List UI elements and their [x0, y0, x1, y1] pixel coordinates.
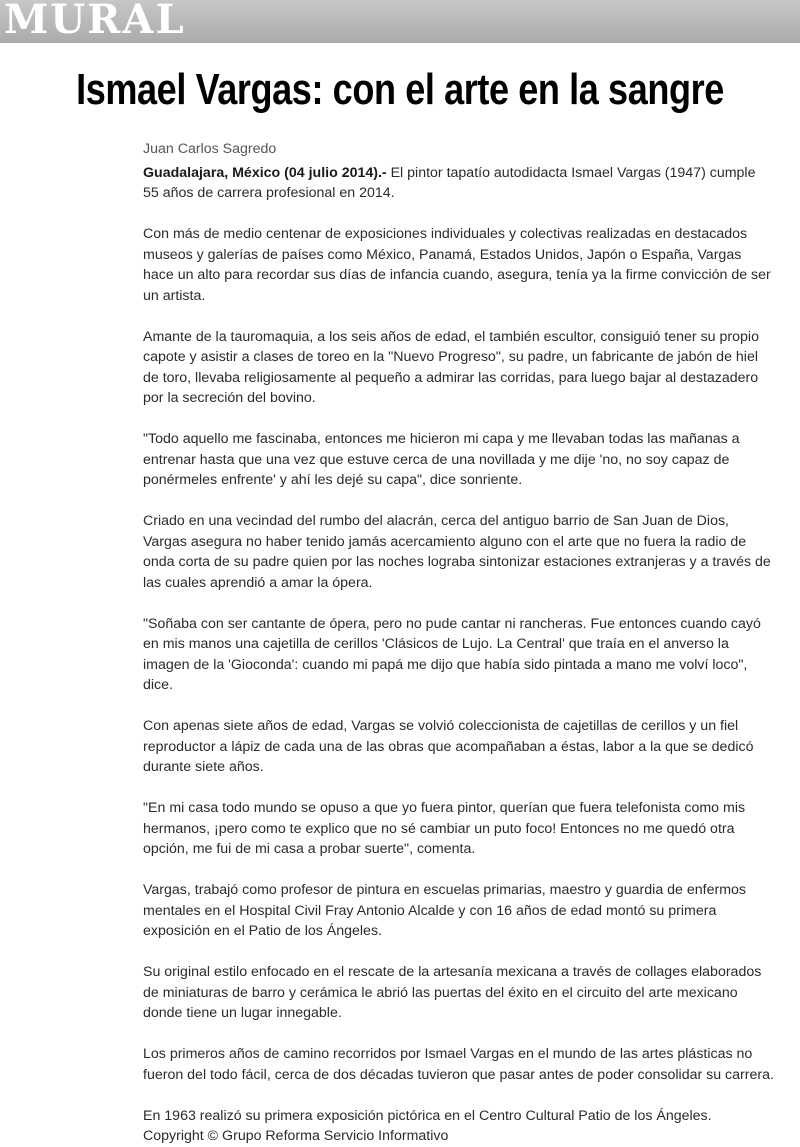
dateline: Guadalajara, México (04 julio 2014).-	[143, 164, 387, 181]
copyright-notice: Copyright © Grupo Reforma Servicio Informativo	[143, 1128, 449, 1144]
article-body	[143, 139, 775, 1147]
mural-logo: MURAL	[4, 0, 186, 43]
body-paragraph: Amante de la tauromaquia, a los seis años de edad, el también escultor, consiguió tener su propio capote y asistir a clases de toreo en la "Nuevo Progreso", su padre, un fabricante de jabón de hiel de toro, llevaba religiosamente al pequeño a admirar las corridas, para luego bajar al destazadero por la secreción del bovino.	[143, 328, 759, 406]
body-paragraph: Con apenas siete años de edad, Vargas se volvió coleccionista de cajetillas de cerillos y un fiel reproductor a lápiz de cada una de las obras que acompañaban a éstas, labor a la que se dedicó durante siete años.	[143, 718, 754, 775]
article-headline: Ismael Vargas: con el arte en la sangre	[76, 65, 724, 114]
body-paragraph: Su original estilo enfocado en el rescate de la artesanía mexicana a través de collages elaborados de miniaturas de barro y cerámica le abrió las puertas del éxito en el circuito del arte mexicano donde tiene un lugar innegable.	[143, 964, 762, 1021]
author-byline: Juan Carlos Sagredo	[143, 141, 277, 157]
body-paragraph: Los primeros años de camino recorridos por Ismael Vargas en el mundo de las artes plásticas no fueron del todo fácil, cerca de dos décadas tuvieron que pasar antes de poder consolidar su carrera.	[143, 1046, 774, 1083]
body-paragraph: "En mi casa todo mundo se opuso a que yo fuera pintor, querían que fuera telefonista como mis hermanos, ¡pero como te explico que no sé cambiar un puto foco! Entonces no me quedó otra opción, me fui de mi casa a probar suerte", comenta.	[143, 800, 746, 857]
body-paragraph: En 1963 realizó su primera exposición pictórica en el Centro Cultural Patio de los Ángeles.	[143, 1107, 712, 1124]
lead-text: El pintor tapatío autodidacta Ismael Vargas (1947) cumple 55 años de carrera profesional en 2014.	[143, 164, 756, 201]
body-paragraph: "Todo aquello me fascinaba, entonces me hicieron mi capa y me llevaban todas las mañanas a entrenar hasta que una vez que estuve cerca de una novillada y me dije 'no, no soy capaz de ponérmeles enfrente' y ahí les dejé su capa", dice sonriente.	[143, 431, 740, 488]
body-paragraph: "Soñaba con ser cantante de ópera, pero no pude cantar ni rancheras. Fue entonces cuando cayó en mis manos una cajetilla de cerillos 'Clásicos de Lujo. La Central' que traía en el anverso la imagen de la 'Gioconda': cuando mi papá me dijo que había sido pintada a mano me volví loco", dice.	[143, 615, 761, 693]
body-paragraph: Con más de medio centenar de exposiciones individuales y colectivas realizadas en destacados museos y galerías de países como México, Panamá, Estados Unidos, Japón o España, Vargas hace un alto para recordar sus días de infancia cuando, asegura, tenía ya la firme convicción de ser un artista.	[143, 226, 771, 304]
lead-paragraph	[143, 163, 775, 204]
body-paragraph: Criado en una vecindad del rumbo del alacrán, cerca del antiguo barrio de San Juan de Dios, Vargas asegura no haber tenido jamás acercamiento alguno con el arte que no fuera la radio de onda corta de su padre quien por las noches lograba sintonizar estaciones extranjeras y a través de las cuales aprendió a amar la ópera.	[143, 513, 771, 591]
body-paragraph: Vargas, trabajó como profesor de pintura en escuelas primarias, maestro y guardia de enfermos mentales en el Hospital Civil Fray Antonio Alcalde y con 16 años de edad montó su primera exposición en el Patio de los Ángeles.	[143, 882, 747, 939]
masthead	[0, 0, 800, 43]
